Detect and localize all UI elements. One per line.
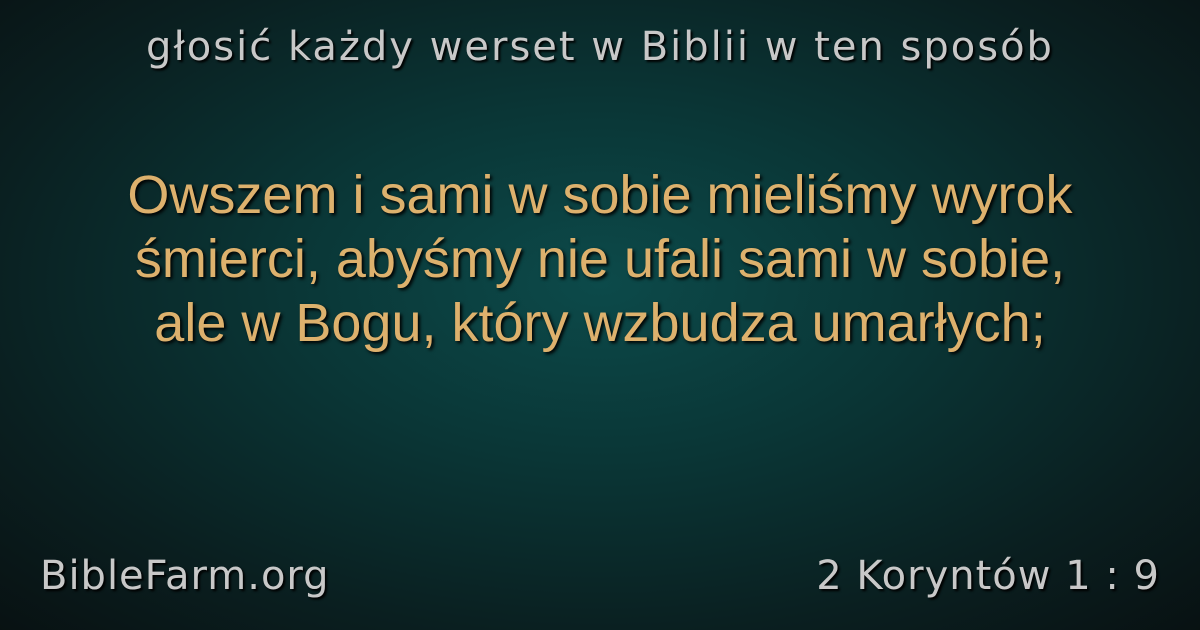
verse-line-1: Owszem i sami w sobie mieliśmy wyrok	[127, 165, 1073, 225]
site-name: BibleFarm.org	[40, 553, 330, 599]
verse-line-3: ale w Bogu, który wzbudza umarłych;	[154, 293, 1046, 353]
tagline: głosić każdy werset w Biblii w ten sposób	[146, 24, 1054, 70]
verse-text	[40, 163, 1160, 355]
verse-reference: 2 Koryntów 1 : 9	[816, 553, 1160, 599]
verse-line-2: śmierci, abyśmy nie ufali sami w sobie,	[134, 229, 1066, 289]
